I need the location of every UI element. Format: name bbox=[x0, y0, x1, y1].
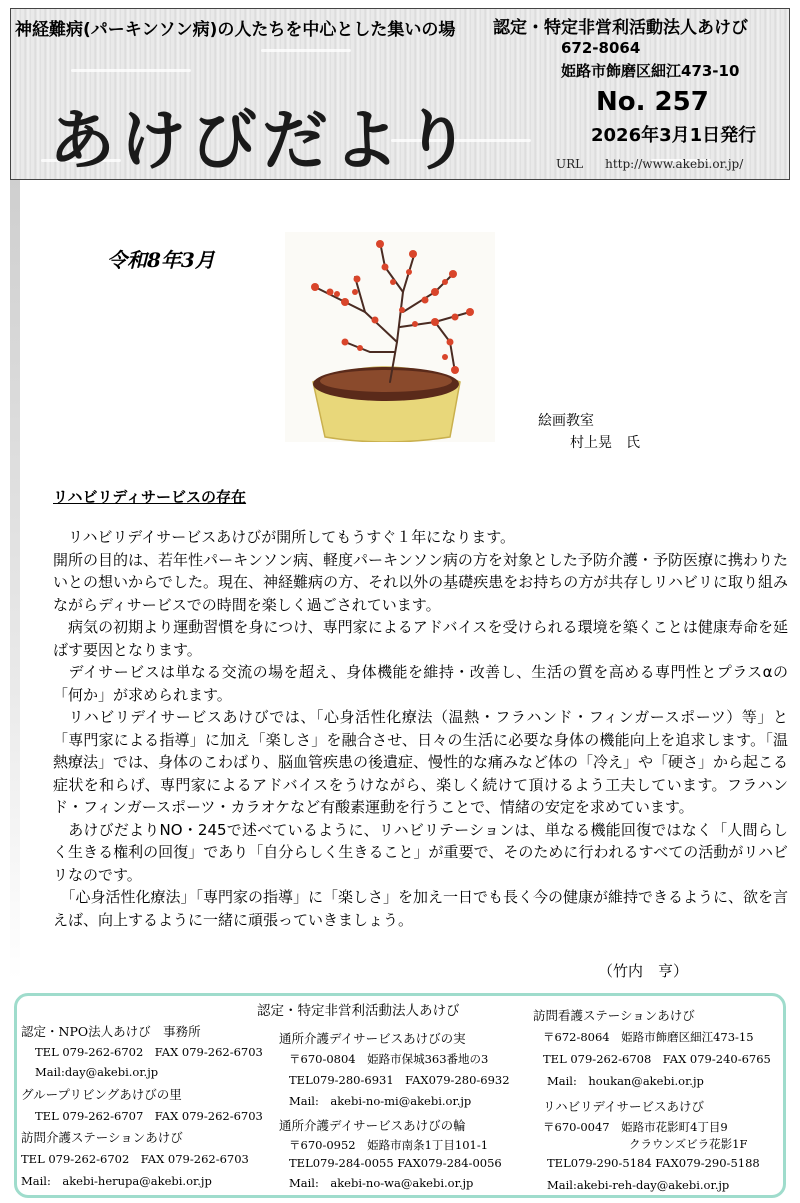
rehab-day-service-title: リハビリデイサービスあけび bbox=[543, 1099, 705, 1114]
masthead bbox=[10, 8, 790, 180]
painting-credit-artist: 村上晃 氏 bbox=[570, 435, 640, 451]
article-body bbox=[53, 526, 788, 931]
masthead-org-name: 認定・特定非営利活動法人あけび bbox=[493, 18, 748, 38]
day-service-mi-tel: TEL079-280-6931 FAX079-280-6932 bbox=[289, 1073, 510, 1087]
nursing-station-title: 訪問看護ステーションあけび bbox=[533, 1008, 695, 1023]
masthead-address: 姫路市飾磨区細江473-10 bbox=[561, 62, 740, 80]
painting-credit-class: 絵画教室 bbox=[538, 413, 594, 429]
article-paragraph: リハビリデイサービスあけびが開所してもうすぐ１年になります。 bbox=[53, 528, 516, 546]
article-paragraph: 開所の目的は、若年性パーキンソン病、軽度パーキンソン病の方を対象とした予防介護・予防医療に携わりたいとの想いからでした。現在、神経難病の方、それ以外の基礎疾患をお持ちの方が共存しリハビリに取り組みながらディサービスでの時間を楽しく過ごされています。 bbox=[53, 550, 788, 614]
issue-number: No. 257 bbox=[596, 87, 709, 117]
issue-month: 令和8年3月 bbox=[107, 248, 215, 272]
website-url[interactable] bbox=[556, 157, 743, 171]
article-title: リハビリディサービスの存在 bbox=[53, 488, 247, 506]
article-paragraph: デイサービスは単なる交流の場を超え、身体機能を維持・改善し、生活の質を高める専門性とプラスαの「何か」が求められます。 bbox=[53, 663, 788, 704]
helper-station-title: 訪問介護ステーションあけび bbox=[21, 1130, 183, 1145]
group-living-title: グループリビングあけびの里 bbox=[21, 1087, 182, 1102]
url-value[interactable]: http://www.akebi.or.jp/ bbox=[605, 157, 744, 171]
helper-station-tel: TEL 079-262-6702 FAX 079-262-6703 bbox=[21, 1152, 249, 1166]
rehab-day-service-tel: TEL079-290-5184 FAX079-290-5188 bbox=[547, 1156, 760, 1170]
url-label: URL bbox=[556, 157, 584, 171]
nursing-station-address: 〒672-8064 姫路市飾磨区細江473-15 bbox=[543, 1030, 754, 1044]
article-paragraph: 病気の初期より運動習慣を身につけ、専門家によるアドバイスを受けられる環境を築くことは健康寿命を延ばす要因となります。 bbox=[53, 618, 788, 659]
day-service-wa-mail[interactable]: Mail: akebi-no-wa@akebi.or.jp bbox=[289, 1176, 474, 1190]
nursing-station-tel: TEL 079-262-6708 FAX 079-240-6765 bbox=[543, 1052, 771, 1066]
issue-date: 2026年3月1日発行 bbox=[591, 125, 757, 146]
plum-blossom-painting bbox=[285, 232, 495, 442]
rehab-day-service-mail[interactable]: Mail:akebi-reh-day@akebi.or.jp bbox=[547, 1178, 730, 1192]
masthead-zip: 672-8064 bbox=[561, 39, 641, 57]
day-service-wa-tel: TEL079-284-0055 FAX079-284-0056 bbox=[289, 1156, 502, 1170]
office-title: 認定・NPO法人あけび 事務所 bbox=[21, 1024, 201, 1039]
article-paragraph: あけびだよりNO・245で述べているように、リハビリテーションは、単なる機能回復ではなく「人間らしく生きる権利の回復」であり「自分らしく生きること」が重要で、そのために行われるすべての活動がリハビリなのです。 bbox=[53, 820, 788, 884]
day-service-wa-title: 通所介護デイサービスあけびの輪 bbox=[279, 1118, 466, 1133]
day-service-mi-address: 〒670-0804 姫路市保城363番地の3 bbox=[289, 1052, 489, 1066]
newsletter-title: あけびだより bbox=[49, 102, 475, 179]
article-paragraph: 「心身活性化療法」「専門家の指導」に「楽しさ」を加え一日でも長く今の健康が維持できるように、欲を言えば、向上するように一緒に頑張っていきましょう。 bbox=[53, 888, 789, 929]
helper-station-mail[interactable]: Mail: akebi-herupa@akebi.or.jp bbox=[21, 1174, 212, 1188]
day-service-wa-address: 〒670-0952 姫路市南条1丁目101-1 bbox=[289, 1138, 489, 1152]
nursing-station-mail[interactable]: Mail: houkan@akebi.or.jp bbox=[547, 1074, 704, 1088]
rehab-day-service-building: クラウンズビラ花影1F bbox=[629, 1137, 748, 1151]
decorative-strip bbox=[10, 180, 20, 980]
office-tel: TEL 079-262-6702 FAX 079-262-6703 bbox=[35, 1045, 263, 1059]
footer-org-name: 認定・特定非営利活動法人あけび bbox=[257, 1003, 460, 1019]
rehab-day-service-address: 〒670-0047 姫路市花影町4丁目9 bbox=[543, 1120, 728, 1134]
article-author: （竹内 亨） bbox=[598, 962, 689, 980]
masthead-tagline: 神経難病(パーキンソン病)の人たちを中心とした集いの場 bbox=[15, 20, 456, 40]
day-service-mi-mail[interactable]: Mail: akebi-no-mi@akebi.or.jp bbox=[289, 1094, 472, 1108]
article-paragraph: リハビリデイサービスあけびでは、「心身活性化療法（温熱・フラハンド・フィンガースポーツ）等」と「専門家による指導」に加え「楽しさ」を融合させ、日々の生活に必要な身体の機能向上を追求します。「温熱療法」では、身体のこわばり、脳血管疾患の後遺症、慢性的な痛みなど体の「冷え」や「硬さ」から起こる症状を和らげ、専門家によるアドバイスをうけながら、楽しく続けて頂けるよう工夫しています。フラハンド・フィンガースポーツ・カラオケなど有酸素運動を行うことで、情緒の安定を求めています。 bbox=[53, 708, 789, 816]
contact-footer bbox=[14, 993, 786, 1198]
office-mail[interactable]: Mail:day@akebi.or.jp bbox=[35, 1065, 159, 1079]
day-service-mi-title: 通所介護デイサービスあけびの実 bbox=[279, 1031, 466, 1046]
group-living-tel: TEL 079-262-6707 FAX 079-262-6703 bbox=[35, 1109, 263, 1123]
